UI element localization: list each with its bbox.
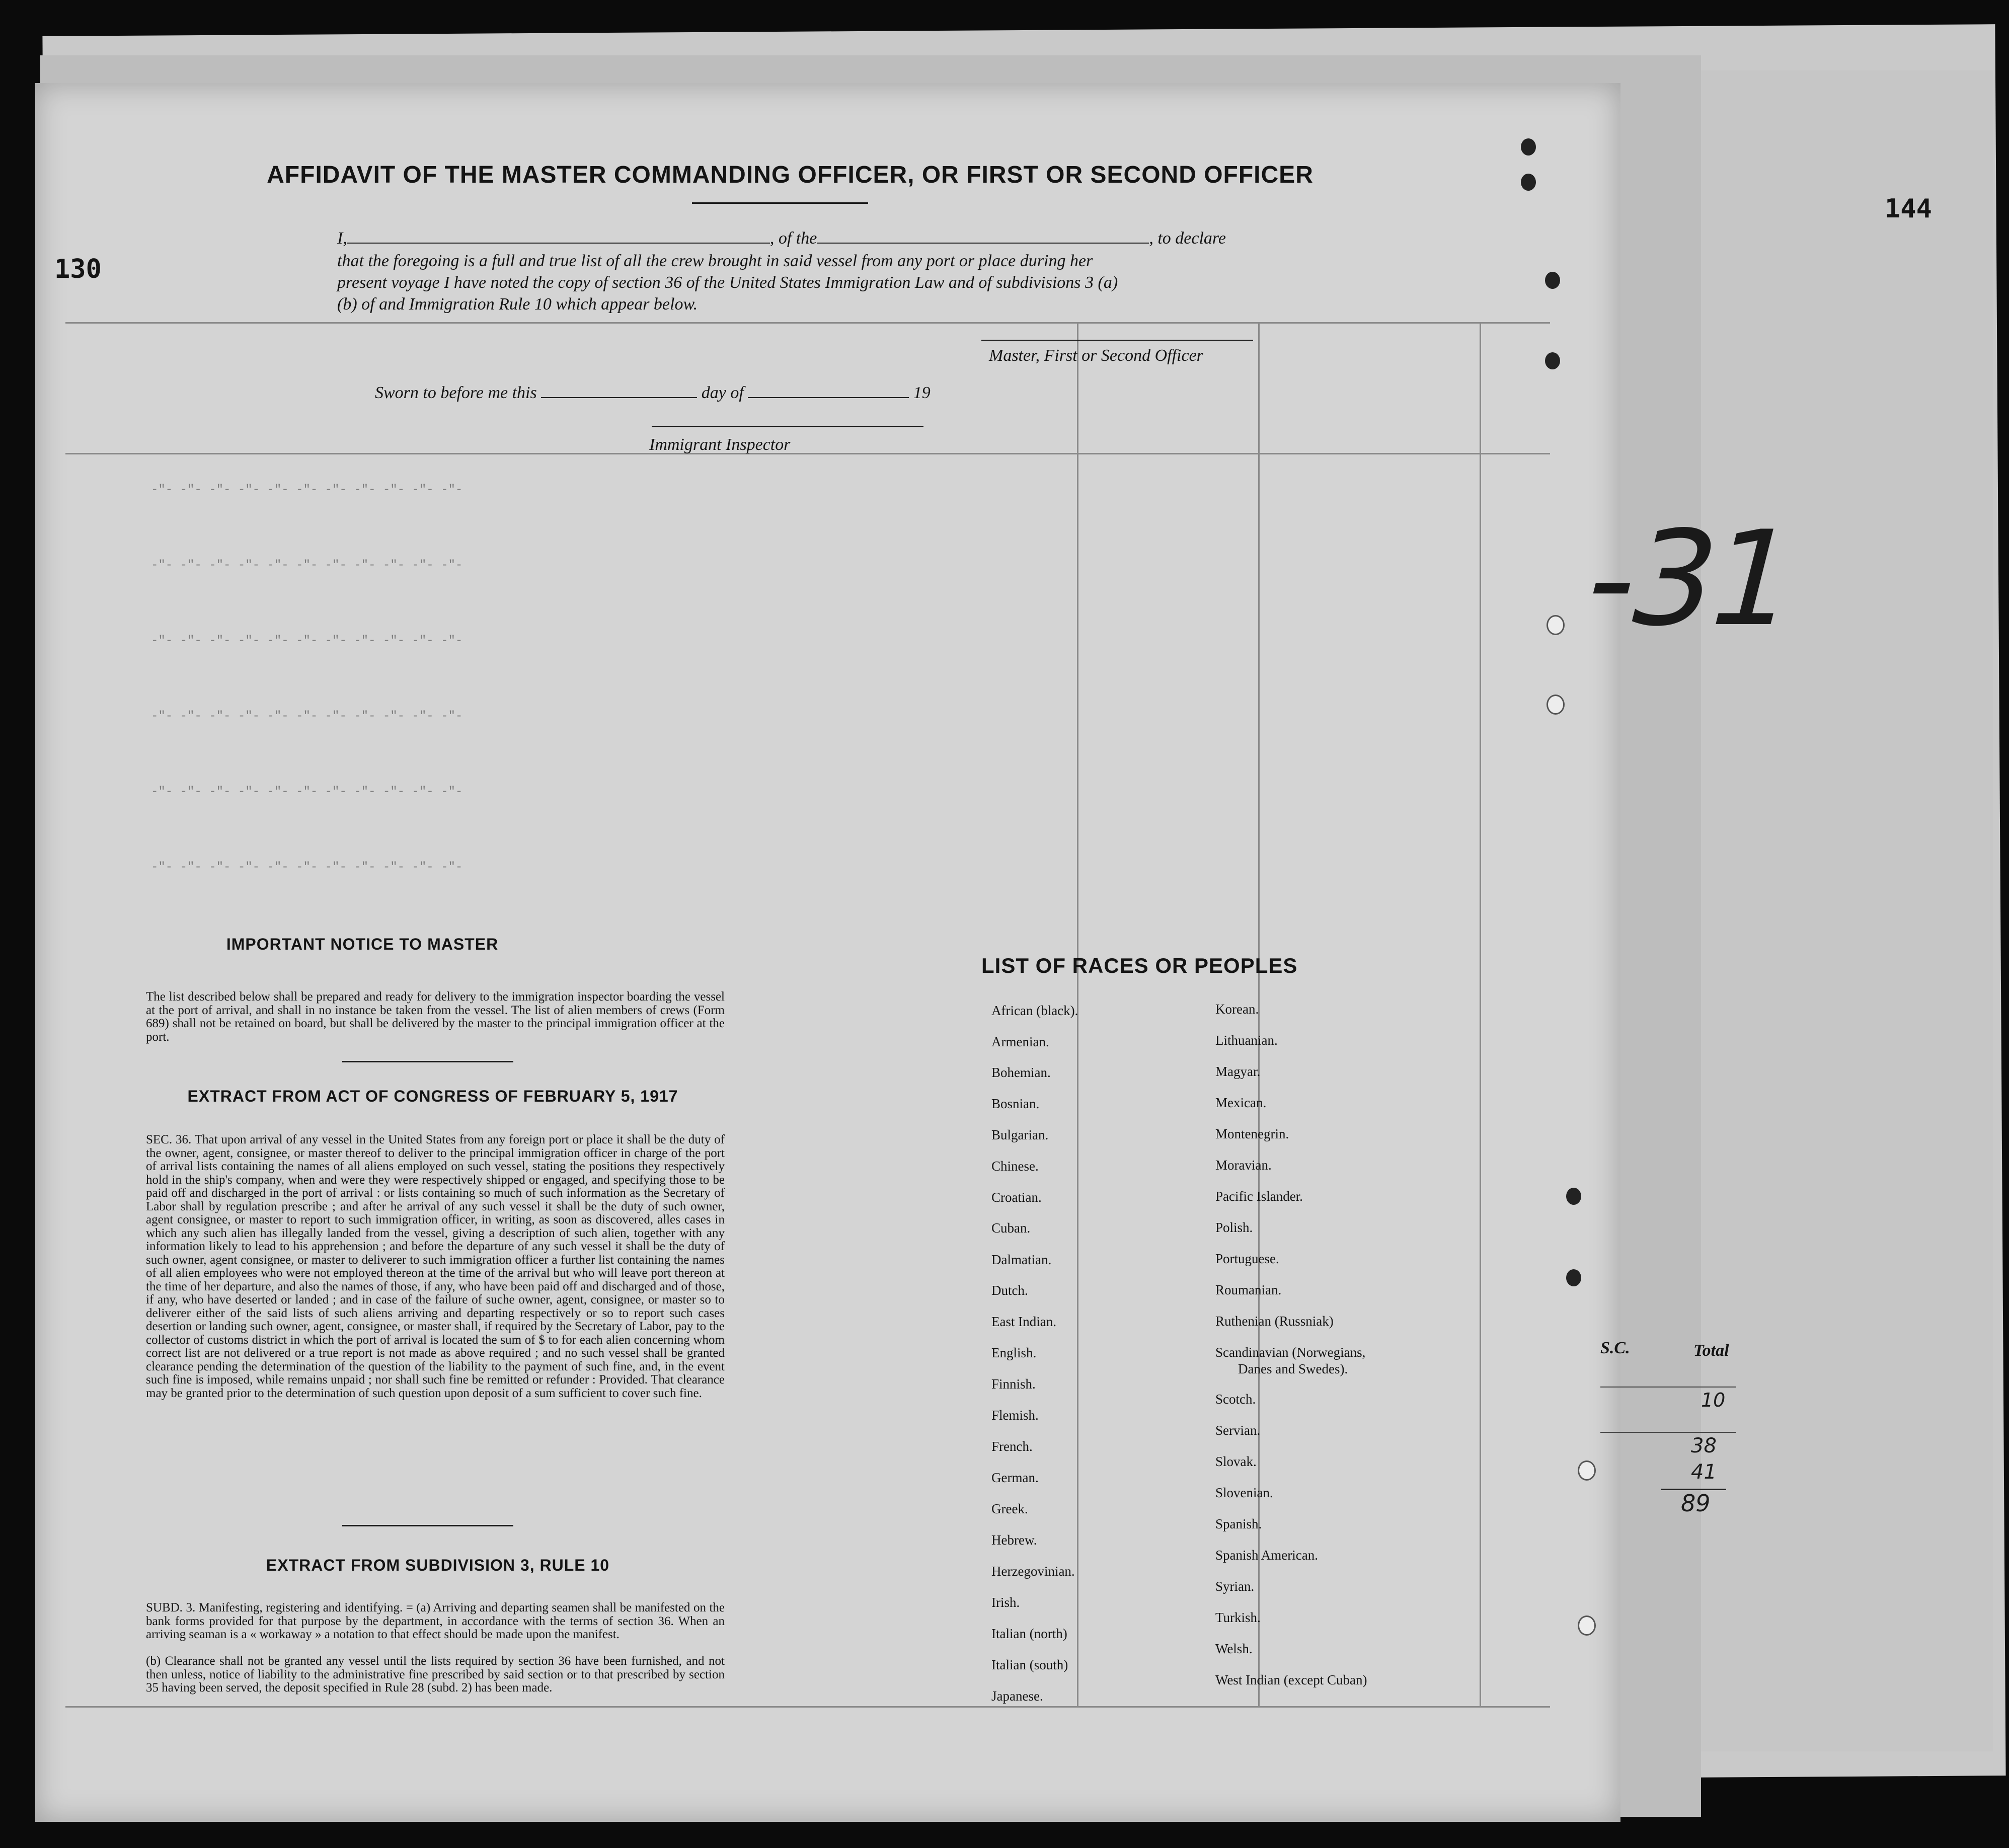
sworn-year: 19: [913, 383, 931, 402]
race-item: Ruthenian (Russniak): [1215, 1314, 1334, 1329]
race-item: Spanish.: [1215, 1516, 1262, 1531]
race-item: Irish.: [991, 1595, 1020, 1610]
race-item: Dalmatian.: [991, 1252, 1052, 1267]
race-item: Armenian.: [991, 1034, 1049, 1049]
table-line: [1480, 322, 1481, 1706]
title-rule: [692, 202, 868, 204]
affidavit-line-3: present voyage I have noted the copy of section 36 of the United States Immigration Law and of subdivisions 3 (a): [337, 273, 1118, 292]
race-item: Spanish American.: [1215, 1548, 1318, 1563]
race-item: Syrian.: [1215, 1579, 1255, 1594]
vessel-field[interactable]: [817, 230, 1149, 244]
page-number: 144: [1885, 194, 1932, 224]
tally-rule: [1600, 1387, 1736, 1388]
sworn-day-field[interactable]: [541, 385, 697, 398]
race-item: Moravian.: [1215, 1158, 1272, 1173]
race-item: African (black).: [991, 1003, 1078, 1018]
sworn-month-field[interactable]: [748, 385, 909, 398]
race-item: Herzegovinian.: [991, 1564, 1075, 1579]
inspector-label: Immigrant Inspector: [649, 435, 791, 454]
race-item: German.: [991, 1470, 1039, 1485]
race-item: Turkish.: [1215, 1610, 1261, 1625]
race-item: Greek.: [991, 1501, 1028, 1516]
race-item: Scandinavian (Norwegians,: [1215, 1345, 1366, 1360]
race-item: Italian (south): [991, 1657, 1068, 1672]
race-item: Dutch.: [991, 1283, 1028, 1298]
race-item: Scotch.: [1215, 1392, 1256, 1407]
race-item: Croatian.: [991, 1190, 1042, 1205]
race-item: Chinese.: [991, 1159, 1039, 1174]
race-item: Cuban.: [991, 1220, 1031, 1236]
punch-hole: [1578, 1460, 1596, 1481]
punch-hole: [1521, 174, 1536, 191]
tally-value: 38: [1691, 1434, 1717, 1457]
race-item: Slovak.: [1215, 1454, 1257, 1469]
sworn-day-of: day of: [701, 383, 744, 402]
signature-line: [981, 340, 1253, 341]
punch-hole: [1578, 1615, 1596, 1636]
extract-rule-text-a: SUBD. 3. Manifesting, registering and identifying. = (a) Arriving and departing seamen shall be manifested on the bank forms provided for that purpose by the department, in accordance with the terms of section 36. When an arriving seaman is a « workaway » a notation to that effect should be made upon the manifest.: [146, 1601, 725, 1641]
extract-rule-heading: EXTRACT FROM SUBDIVISION 3, RULE 10: [266, 1556, 610, 1574]
tally-rule: [1600, 1432, 1736, 1433]
table-line: [65, 453, 1550, 454]
notice-rule: [342, 1061, 513, 1062]
races-heading: LIST OF RACES OR PEOPLES: [981, 954, 1298, 977]
race-item: Montenegrin.: [1215, 1126, 1289, 1141]
race-item: Bohemian.: [991, 1065, 1051, 1080]
race-item: Bosnian.: [991, 1096, 1040, 1111]
signature-label: Master, First or Second Officer: [989, 346, 1203, 365]
extract-rule: [342, 1525, 513, 1526]
inspector-line: [652, 426, 923, 427]
officer-name-field[interactable]: [347, 230, 770, 244]
race-item: West Indian (except Cuban): [1215, 1672, 1367, 1687]
race-item: Pacific Islander.: [1215, 1189, 1303, 1204]
tally-value: 89: [1681, 1490, 1711, 1517]
punch-hole: [1566, 1188, 1581, 1205]
race-item: English.: [991, 1345, 1037, 1360]
notice-text: The list described below shall be prepared and ready for delivery to the immigration inspector boarding the vessel at the port of arrival, and shall in no instance be taken from the vessel. The list of alien members of crews (Form 689) shall not be retained on board, but shall be delivered by the master to the principal immigration officer at the port.: [146, 990, 725, 1044]
punch-hole: [1566, 1269, 1581, 1286]
punch-hole: [1547, 615, 1565, 635]
notice-heading: IMPORTANT NOTICE TO MASTER: [226, 935, 499, 953]
race-item: Korean.: [1215, 1002, 1259, 1017]
race-item: Welsh.: [1215, 1641, 1253, 1656]
race-item: Lithuanian.: [1215, 1033, 1278, 1048]
sworn-line: [375, 383, 931, 403]
affidavit-line-2: that the foregoing is a full and true list of all the crew brought in said vessel from any port or place during her: [337, 252, 1093, 270]
race-item: Bulgarian.: [991, 1127, 1049, 1142]
punch-hole: [1547, 695, 1565, 715]
race-item: Italian (north): [991, 1626, 1067, 1641]
affidavit-title: AFFIDAVIT OF THE MASTER COMMANDING OFFICER, OR FIRST OR SECOND OFFICER: [267, 162, 1313, 188]
punch-hole: [1545, 352, 1560, 369]
tally-header-total: Total: [1693, 1341, 1729, 1360]
tally-value: 10: [1701, 1389, 1726, 1411]
margin-number: 130: [54, 254, 102, 284]
race-item: Portuguese.: [1215, 1251, 1279, 1266]
punch-hole: [1521, 138, 1536, 156]
affidavit-line-4: (b) of and Immigration Rule 10 which appear below.: [337, 295, 698, 314]
race-item: Slovenian.: [1215, 1485, 1273, 1500]
race-item: East Indian.: [991, 1314, 1056, 1329]
race-item: Polish.: [1215, 1220, 1253, 1235]
race-item: Servian.: [1215, 1423, 1261, 1438]
race-item: Japanese.: [991, 1688, 1043, 1704]
race-item: Finnish.: [991, 1376, 1036, 1392]
sworn-text: Sworn to before me this: [375, 383, 537, 402]
affidavit-of-the: , of the: [769, 229, 817, 248]
race-item: Flemish.: [991, 1408, 1039, 1423]
race-item: Danes and Swedes).: [1238, 1361, 1348, 1376]
punch-hole: [1545, 272, 1560, 289]
race-item: Hebrew.: [991, 1532, 1037, 1548]
affidavit-to-declare: , to declare: [1149, 229, 1226, 248]
race-item: French.: [991, 1439, 1033, 1454]
race-item: Magyar.: [1215, 1064, 1261, 1079]
table-line: [65, 1706, 1550, 1708]
handwritten-mark: -31: [1571, 503, 1808, 655]
tally-value: 41: [1691, 1460, 1717, 1484]
extract-act-text: SEC. 36. That upon arrival of any vessel in the United States from any foreign port or place it shall be the duty of the owner, agent, consignee, or master thereof to deliver to the principal immigration officer in charge of the port of arrival lists containing the names of all aliens employed on such vessel, stating the positions they respectively hold in the ship's company, when and were they were respectively shipped or engaged, and specifying those to be paid off and discharged in the port of arrival : or lists containing so much of such information as the Secretary of Labor shall by regulation prescribe ; and after he arrival of any such vessel it shall be the duty of such owner, agent consignee, or master to report to such immigration officer, in writing, as soon as discovered, alles cases in which any such alien has illegally landed from the vessel, giving a description of such alien, together with any information likely to lead to his apprehension ; and before the departure of any such vessel it shall be the duty of such owner, agent consignee, or master to deliverer to such immigration officer a further list containing the names of all alien employees who were not employed thereon at the time of the arrival but who will leave port thereon at the time of her departure, and also the names of those, if any, who have been paid off and discharged and of those, if any, who have deserted or landed ; and in case of the failure of suche owner, agent, consignee, or master so to deliverer either of the said lists of such aliens arriving and departing respectively or so to report such cases desertion or landing such owner, agent, consignee, or master shall, if required by the Secretary of Labor, pay to the collector of customs district in which the port of arrival is located the sum of $ to for each alien concerning whom correct list are not delivered or a true report is not made as above required ; and no such vessel shall be granted clearance pending the determination of the question of the liability to the payment of such fine, and, in the event such fine is imposed, while remains unpaid ; nor shall such fine be remitted or refunder : Provided. That clearance may be granted prior to the determination of such question upon deposit of a sum sufficient to cover such fine.: [146, 1133, 725, 1400]
extract-rule-text-b: (b) Clearance shall not be granted any vessel until the lists required by section 36 have been furnished, and not then unless, notice of liability to the administrative fine prescribed by said section or to that prescribed by section 35 having been served, the deposit specified in Rule 28 (subd. 2) has been made.: [146, 1654, 725, 1695]
affidavit-i: I,: [337, 229, 347, 248]
race-item: Mexican.: [1215, 1095, 1267, 1110]
table-line: [65, 322, 1550, 324]
tally-header-sc: S.C.: [1600, 1339, 1630, 1357]
extract-act-heading: EXTRACT FROM ACT OF CONGRESS OF FEBRUARY 5, 1917: [187, 1087, 678, 1105]
affidavit-line-1: [337, 229, 1226, 248]
race-item: Roumanian.: [1215, 1282, 1282, 1297]
